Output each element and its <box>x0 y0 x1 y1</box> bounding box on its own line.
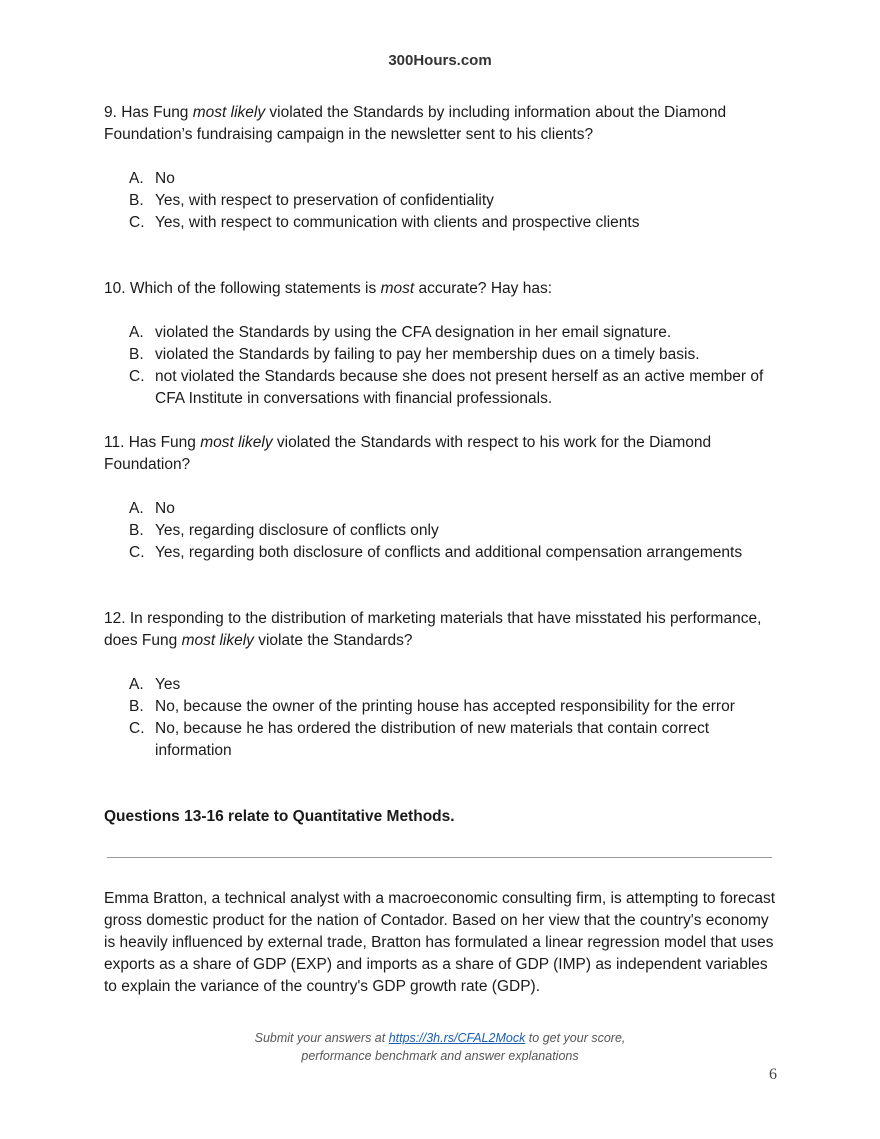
option-b <box>104 190 784 212</box>
option-text: No, because he has ordered the distribution of new materials that contain correct information <box>155 720 710 759</box>
option-letter: B. <box>129 522 144 539</box>
question-12-options <box>104 674 784 762</box>
option-text: No <box>155 170 175 187</box>
option-text: No, because the owner of the printing house has accepted responsibility for the error <box>155 698 735 715</box>
footer-text: to get your score, <box>525 1031 626 1045</box>
option-a <box>104 674 784 696</box>
option-b <box>104 520 784 542</box>
option-letter: A. <box>129 170 144 187</box>
option-text: violated the Standards by failing to pay her membership dues on a timely basis. <box>155 346 700 363</box>
option-letter: C. <box>129 214 145 231</box>
footer-line-1 <box>0 1029 880 1047</box>
option-text: No <box>155 500 175 517</box>
option-a <box>104 498 784 520</box>
option-text: violated the Standards by using the CFA designation in her email signature. <box>155 324 672 341</box>
option-letter: C. <box>129 368 145 385</box>
question-9-stem <box>104 102 784 146</box>
option-letter: A. <box>129 324 144 341</box>
stem-text: 11. Has Fung <box>104 434 201 451</box>
option-c <box>104 542 784 564</box>
section-divider <box>107 857 772 858</box>
question-12-stem <box>104 608 784 652</box>
stem-emphasis: most likely <box>200 434 273 451</box>
option-text: Yes, with respect to preservation of confidentiality <box>155 192 494 209</box>
stem-text: accurate? Hay has: <box>414 280 553 297</box>
option-a <box>104 168 784 190</box>
question-12 <box>104 608 784 762</box>
option-letter: C. <box>129 720 145 737</box>
stem-text: 12. In responding to the distribution of marketing materials that have misstated his performance, does Fung <box>104 610 762 649</box>
question-10-options <box>104 322 784 410</box>
option-c <box>104 718 784 762</box>
option-c <box>104 212 784 234</box>
question-11 <box>104 432 784 564</box>
question-9 <box>104 102 784 234</box>
option-text: Yes <box>155 676 181 693</box>
stem-text: 9. Has Fung <box>104 104 193 121</box>
stem-emphasis: most <box>380 280 415 297</box>
stem-text: violated the Standards with respect to his work for the Diamond Foundation? <box>104 434 712 473</box>
option-letter: A. <box>129 676 144 693</box>
option-text: Yes, with respect to communication with clients and prospective clients <box>155 214 640 231</box>
question-9-options <box>104 168 784 234</box>
submit-link[interactable]: https://3h.rs/CFAL2Mock <box>388 1031 526 1045</box>
section-heading: Questions 13-16 relate to Quantitative Methods. <box>104 808 455 825</box>
question-11-options <box>104 498 784 564</box>
option-b <box>104 344 784 366</box>
footer-note <box>0 1029 880 1065</box>
option-letter: A. <box>129 500 144 517</box>
question-10-stem <box>104 278 784 300</box>
option-letter: B. <box>129 698 144 715</box>
stem-text: violated the Standards by including information about the Diamond Foundation’s fundraising campaign in the newsletter sent to his clients? <box>104 104 727 143</box>
page-number: 6 <box>769 1066 777 1083</box>
question-11-stem <box>104 432 784 476</box>
stem-text: 10. Which of the following statements is <box>104 280 381 297</box>
option-text: Yes, regarding both disclosure of conflicts and additional compensation arrangements <box>155 544 743 561</box>
stem-emphasis: most likely <box>181 632 254 649</box>
option-a <box>104 322 784 344</box>
question-10 <box>104 278 784 410</box>
option-text: not violated the Standards because she does not present herself as an active member of CFA Institute in conversations with financial professionals. <box>155 368 764 407</box>
vignette-paragraph: Emma Bratton, a technical analyst with a macroeconomic consulting firm, is attempting to forecast gross domestic product for the nation of Contador. Based on her view that the country's economy is heavily influenced by external trade, Bratton has formulated a linear regression model that uses exports as a share of GDP (EXP) and imports as a share of GDP (IMP) as independent variables to explain the variance of the country's GDP growth rate (GDP). <box>104 890 776 995</box>
option-text: Yes, regarding disclosure of conflicts only <box>155 522 439 539</box>
option-c <box>104 366 784 410</box>
footer-line-2: performance benchmark and answer explanations <box>301 1049 579 1063</box>
option-letter: C. <box>129 544 145 561</box>
stem-emphasis: most likely <box>192 104 266 121</box>
option-letter: B. <box>129 346 144 363</box>
footer-text: Submit your answers at <box>254 1031 389 1045</box>
stem-text: violate the Standards? <box>253 632 413 649</box>
site-header: 300Hours.com <box>388 52 492 69</box>
option-b <box>104 696 784 718</box>
questions-area <box>104 102 784 828</box>
option-letter: B. <box>129 192 144 209</box>
